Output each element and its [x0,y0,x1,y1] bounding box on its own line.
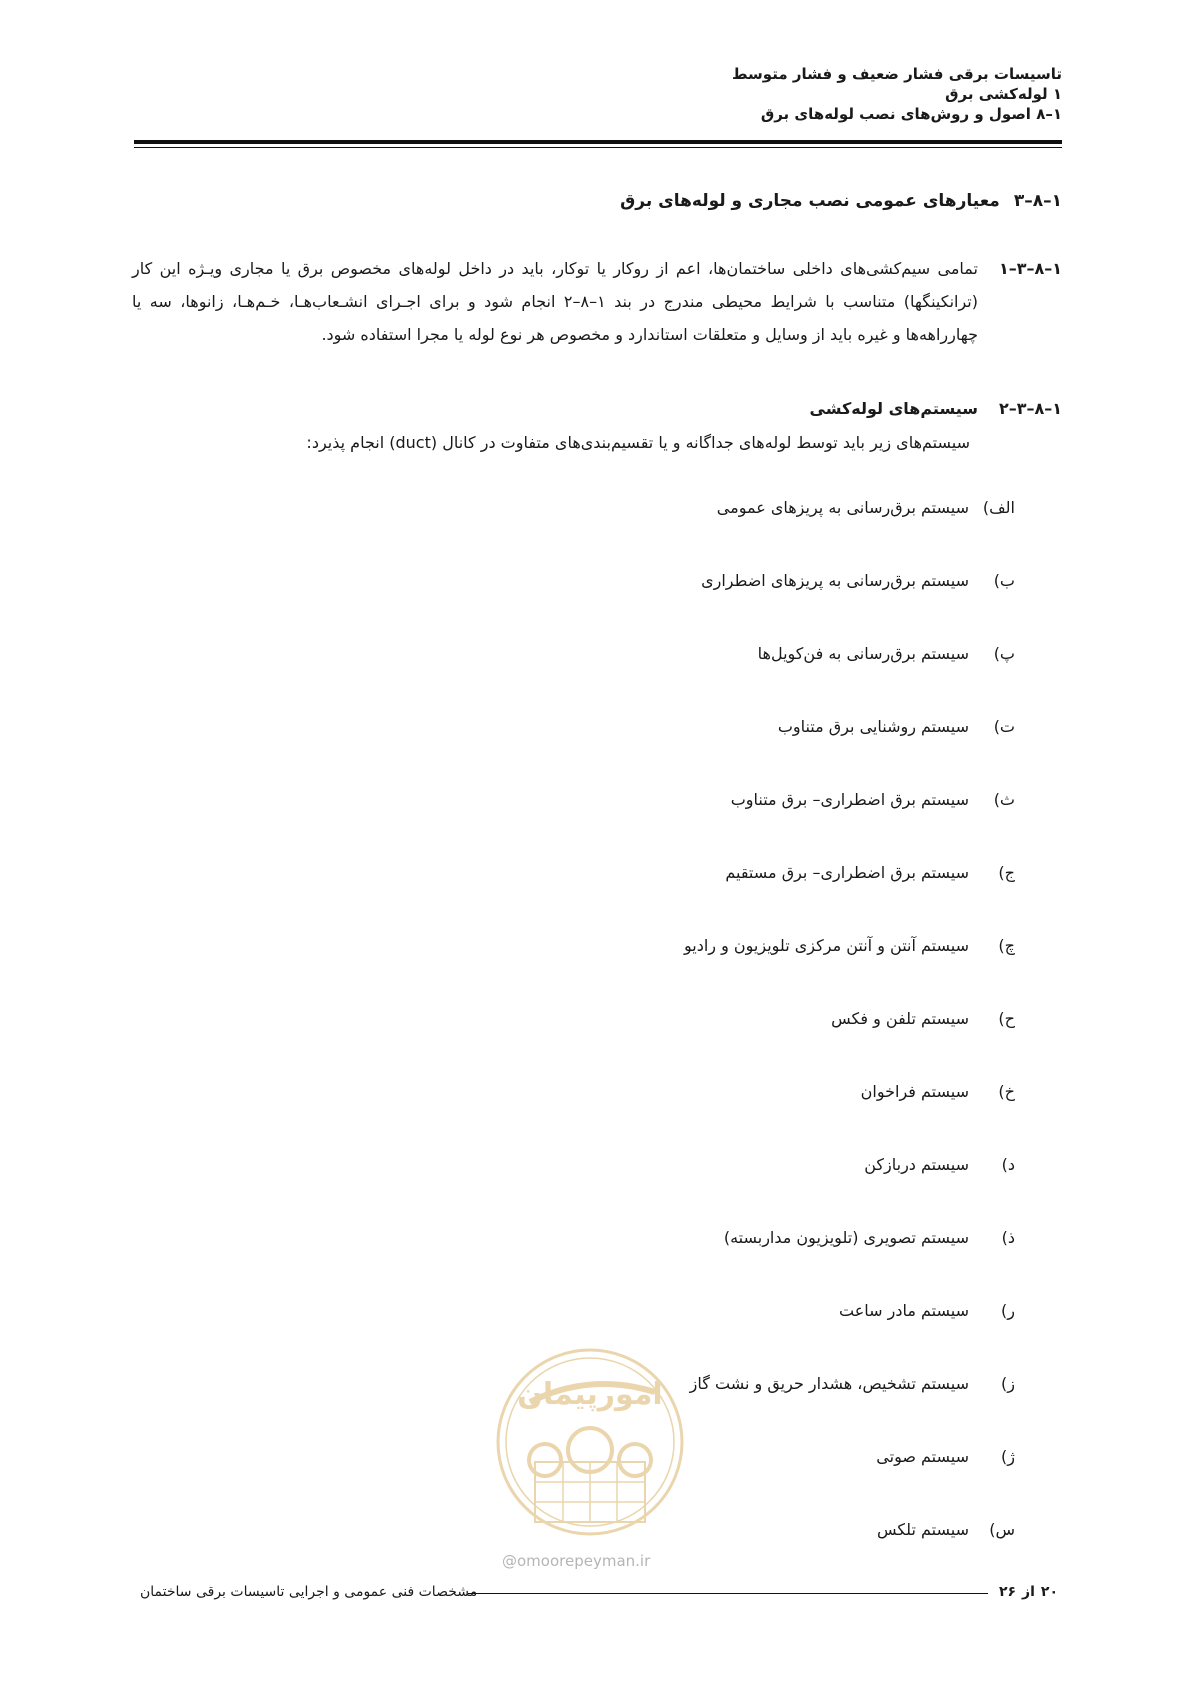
list-text: سیستم برق اضطراری– برق متناوب [730,790,969,809]
list-marker: چ) [998,936,1015,955]
list-marker: ژ) [1001,1447,1015,1466]
clause-1-number: ۱–۸–۳–۱ [998,259,1062,278]
list-item [195,787,1015,860]
list-item [195,714,1015,787]
list-marker: د) [1001,1155,1015,1174]
clause-2-number: ۱–۸–۳–۲ [998,399,1062,418]
watermark-logo-text: امورپیمان [517,1377,663,1412]
list-marker: ذ) [1001,1228,1015,1247]
list-item [195,1225,1015,1298]
list-item [195,1152,1015,1225]
list-text: سیستم برق‌رسانی به فن‌کویل‌ها [757,644,969,663]
list-marker: ت) [993,717,1015,736]
list-marker: الف) [982,498,1015,517]
watermark-url: @omoorepeyman.ir [502,1552,651,1570]
page-number [999,1582,1058,1602]
list-item [195,641,1015,714]
clause-2-heading [132,396,1062,422]
page-total: ۲۶ [998,1584,1017,1600]
list-text: سیستم تشخیص، هشدار حریق و نشت گاز [689,1374,969,1393]
list-text: سیستم برق اضطراری– برق مستقیم [725,863,969,882]
list-marker: ب) [993,571,1015,590]
footer-doc-title: مشخصات فنی عمومی و اجرایی تاسیسات برقی ساختمان [140,1584,478,1600]
section-title: معیارهای عمومی نصب مجاری و لوله‌های برق [620,191,1000,211]
list-text: سیستم تلفن و فکس [831,1009,969,1028]
section-number: ۱–۸–۳ [1013,191,1062,211]
list-marker: ث) [993,790,1015,809]
running-header [132,64,1062,124]
list-marker: ج) [998,863,1015,882]
list-text: سیستم تلکس [876,1520,969,1539]
list-text: سیستم روشنایی برق متناوب [777,717,969,736]
list-marker: س) [989,1520,1015,1539]
header-rule-thick [134,140,1062,144]
list-text: سیستم برق‌رسانی به پریزهای اضطراری [701,571,969,590]
header-section: ۱–۸ اصول و روش‌های نصب لوله‌های برق [760,105,1062,123]
list-item [195,1006,1015,1079]
clause-2-intro: سیستم‌های زیر باید توسط لوله‌های جداگانه و یا تقسیم‌بندی‌های متفاوت در کانال (duct) انجام پذیرد: [306,433,970,452]
list-text: سیستم صوتی [876,1447,969,1466]
footer-rule [468,1593,988,1594]
list-marker: ر) [1001,1301,1015,1320]
list-item [195,860,1015,933]
list-item [195,1079,1015,1152]
list-marker: خ) [998,1082,1015,1101]
list-text: سیستم برق‌رسانی به پریزهای عمومی [716,498,969,517]
list-item [195,495,1015,568]
list-text: سیستم آنتن و آنتن مرکزی تلویزیون و رادیو [684,936,969,955]
list-item [195,933,1015,1006]
clause-2-title: سیستم‌های لوله‌کشی [809,399,978,418]
list-text: سیستم فراخوان [860,1082,969,1101]
watermark-logo [490,1332,690,1572]
header-rule-thin [134,147,1062,148]
list-text: سیستم دربازکن [864,1155,969,1174]
list-item [195,568,1015,641]
list-marker: ز) [1001,1374,1015,1393]
list-marker: پ) [993,644,1015,663]
list-text: سیستم مادر ساعت [839,1301,969,1320]
header-book-title: تاسیسات برقی فشار ضعیف و فشار متوسط [731,65,1062,83]
page-of: از [1022,1584,1035,1600]
section-heading [132,188,1062,214]
page-current: ۲۰ [1040,1584,1058,1600]
list-text: سیستم تصویری (تلویزیون مداربسته) [723,1228,969,1247]
header-chapter: ۱ لوله‌کشی برق [945,85,1062,103]
list-marker: ح) [998,1009,1015,1028]
clause-1-text: تمامی سیم‌کشی‌های داخلی ساختمان‌ها، اعم از روکار یا توکار، باید در داخل لوله‌های مخصوص برق یا مجاری ویـژه این کار (ترانکینگها) متناسب با شرایط محیطی مندرج در بند ۱–۸–۲ انجام شود و برای اجـرای انشـعاب‌هـا، خـم‌هـا، زانوها، سه یا چهارراهه‌ها و غیره باید از وسایل و متعلقات استاندارد و مخصوص هر نوع لوله یا مجرا استفاده شود. [132,259,978,344]
clause-1 [132,252,1062,351]
